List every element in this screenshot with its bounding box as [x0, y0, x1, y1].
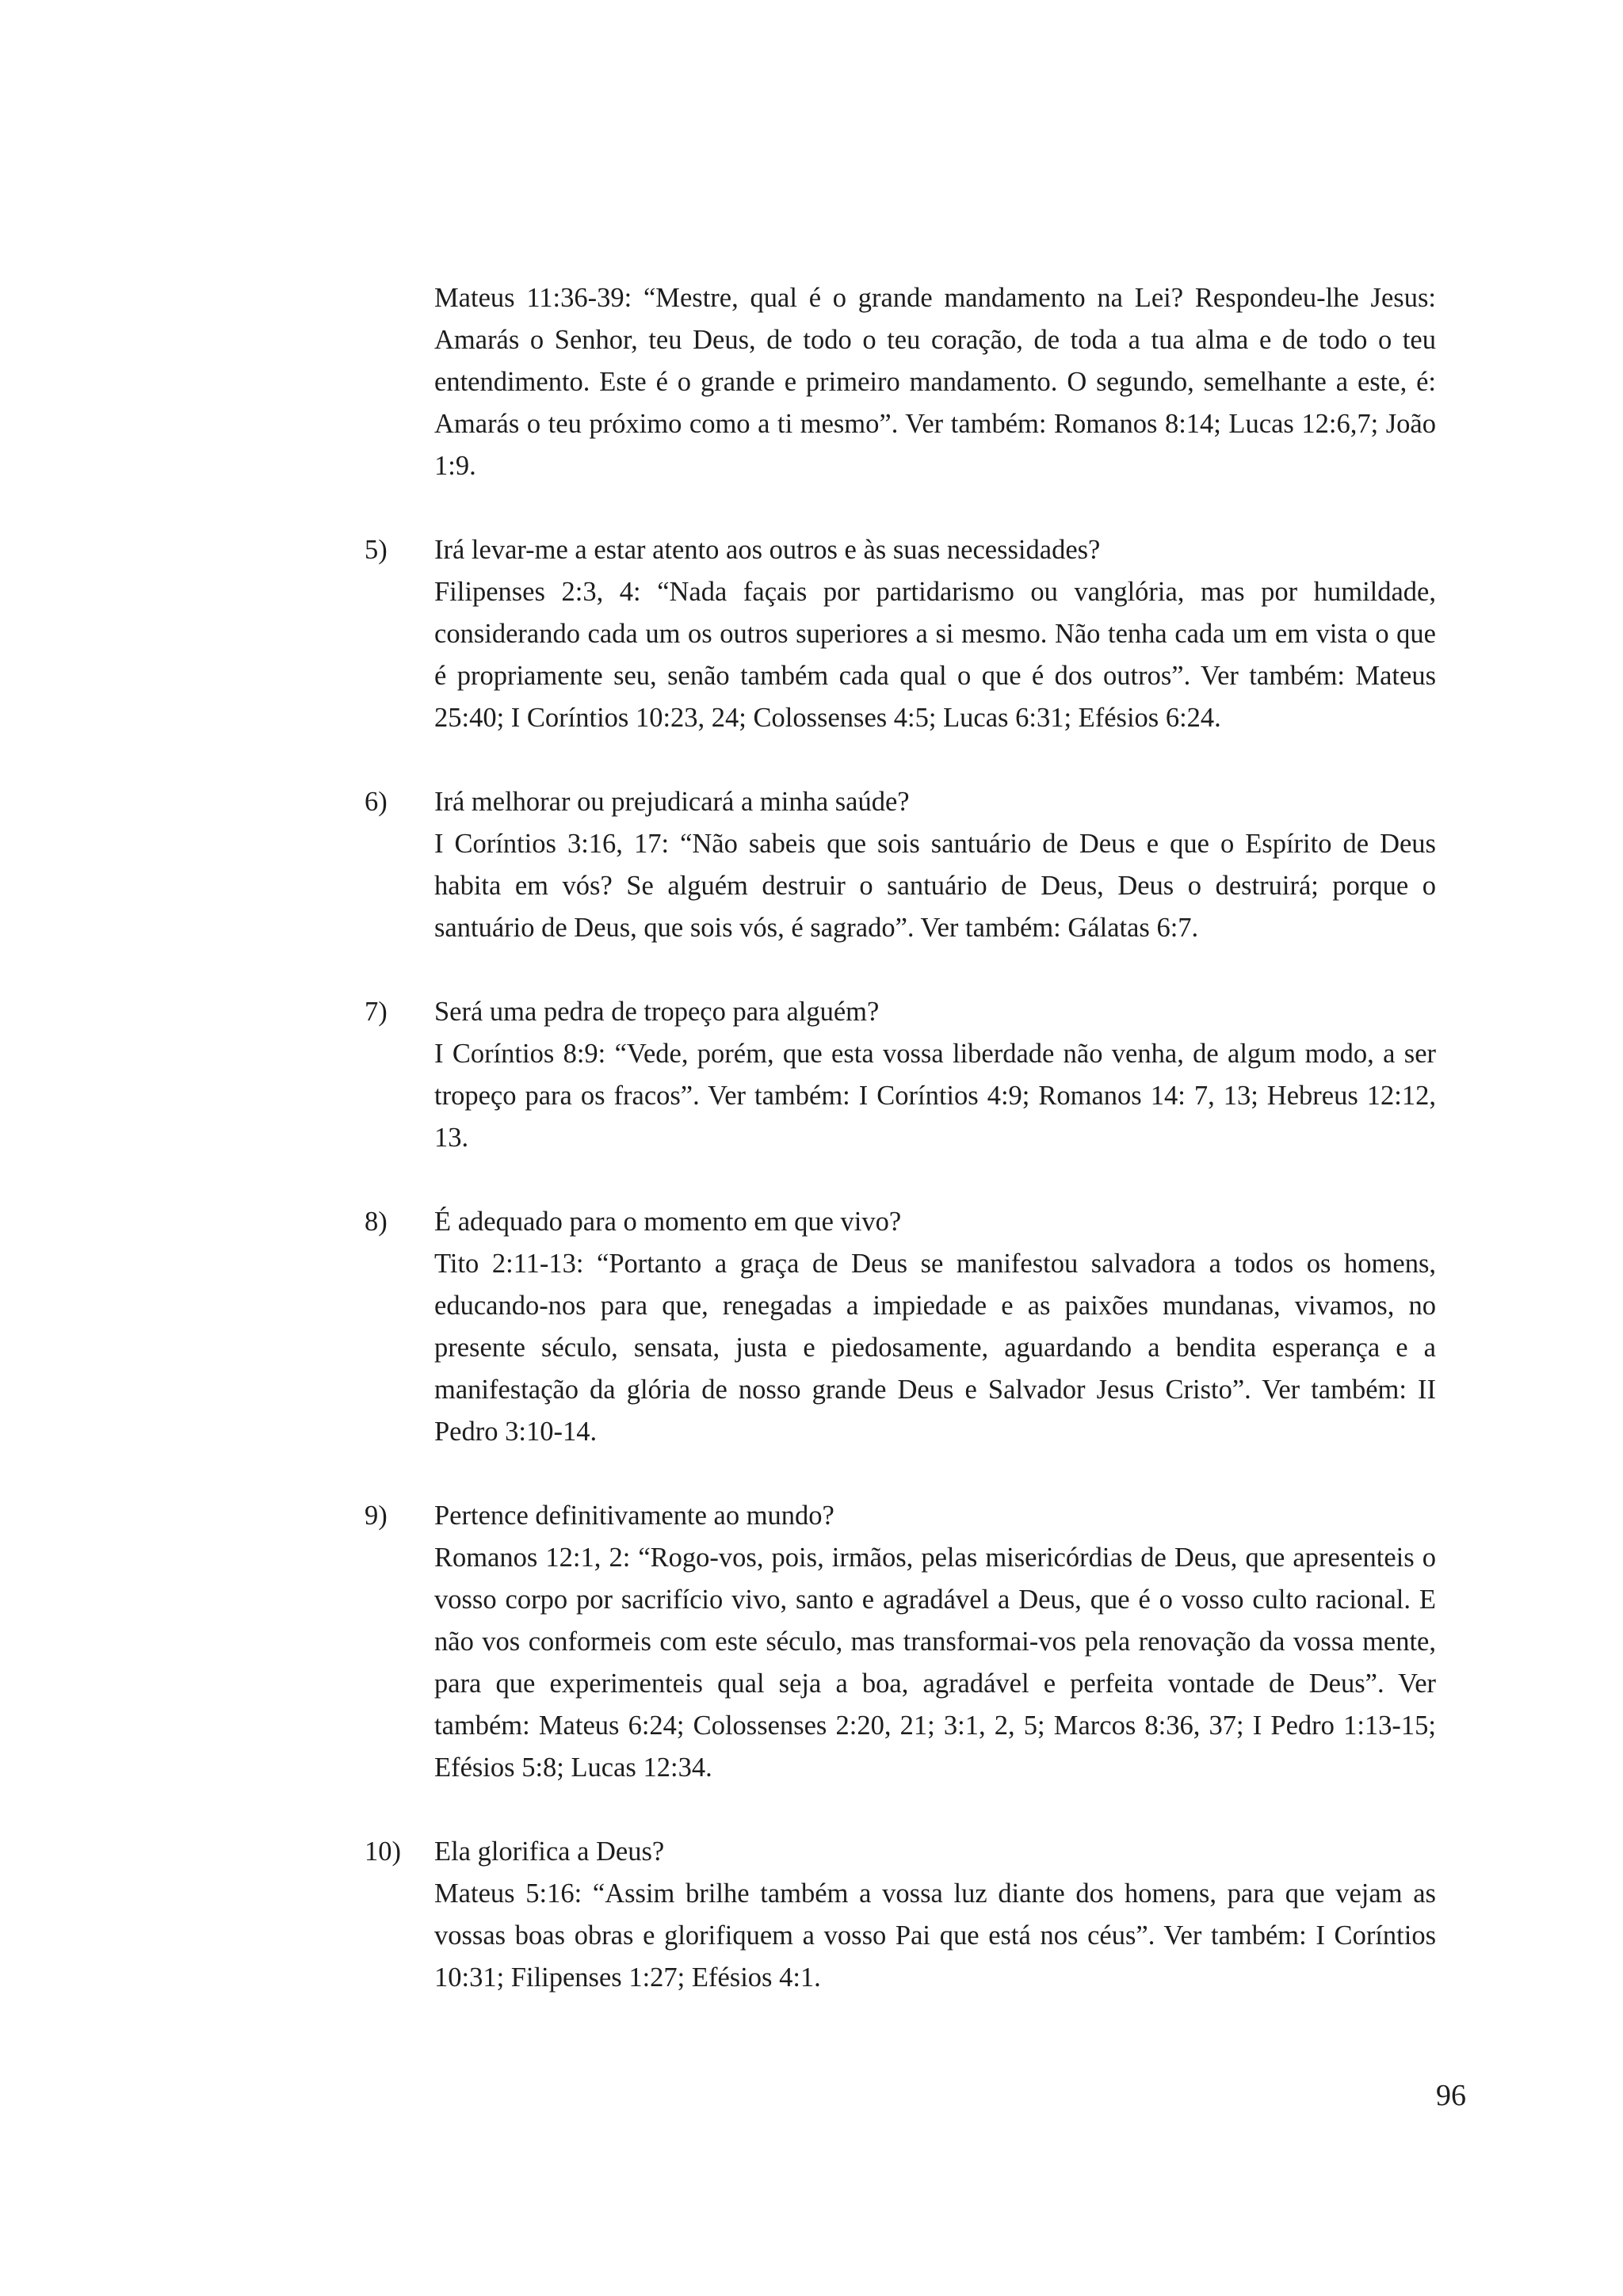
- item-number: 9): [365, 1501, 388, 1531]
- item-text: Filipenses 2:3, 4: “Nada façais por partidarismo ou vanglória, mas por humildade, considerando cada um os outros superiores a si mesmo. Não tenha cada um em vista o que é propriamente seu, senão também cada qual o que é dos outros”. Ver também: Mateus 25:40; I Coríntios 10:23, 24; Colossenses 4:5; Lucas 6:31; Efésios 6:24.: [434, 577, 1436, 733]
- item-number: 8): [365, 1207, 388, 1237]
- item-number: 5): [365, 535, 388, 565]
- item-text: Mateus 5:16: “Assim brilhe também a vossa luz diante dos homens, para que vejam as vossas boas obras e glorifiquem a vosso Pai que está nos céus”. Ver também: I Coríntios 10:31; Filipenses 1:27; Efésios 4:1.: [434, 1878, 1436, 1993]
- item-question: Será uma pedra de tropeço para alguém?: [434, 997, 880, 1027]
- list-item-7: [365, 991, 1436, 1159]
- item-question: Pertence definitivamente ao mundo?: [434, 1501, 834, 1531]
- item-number: 7): [365, 997, 388, 1027]
- list-item-8: [365, 1201, 1436, 1453]
- item-text: Tito 2:11-13: “Portanto a graça de Deus se manifestou salvadora a todos os homens, educando-nos para que, renegadas a impiedade e as paixões mundanas, vivamos, no presente século, sensata, justa e piedosamente, aguardando a bendita esperança e a manifestação da glória de nosso grande Deus e Salvador Jesus Cristo”. Ver também: II Pedro 3:10-14.: [434, 1249, 1436, 1447]
- list-item-10: [365, 1831, 1436, 1999]
- item-question: É adequado para o momento em que vivo?: [434, 1207, 902, 1237]
- intro-paragraph: Mateus 11:36-39: “Mestre, qual é o grande mandamento na Lei? Respondeu-lhe Jesus: Amarás o Senhor, teu Deus, de todo o teu coração, de toda a tua alma e de todo o teu entendimento. Este é o grande e primeiro mandamento. O segundo, semelhante a este, é: Amarás o teu próximo como a ti mesmo”. Ver também: Romanos 8:14; Lucas 12:6,7; João 1:9.: [434, 283, 1436, 481]
- item-question: Irá levar-me a estar atento aos outros e às suas necessidades?: [434, 535, 1101, 565]
- list-item-6: [365, 781, 1436, 949]
- item-question: Ela glorifica a Deus?: [434, 1836, 665, 1867]
- item-number: 6): [365, 787, 388, 817]
- list-item-5: [365, 529, 1436, 739]
- item-text: I Coríntios 3:16, 17: “Não sabeis que sois santuário de Deus e que o Espírito de Deus habita em vós? Se alguém destruir o santuário de Deus, Deus o destruirá; porque o santuário de Deus, que sois vós, é sagrado”. Ver também: Gálatas 6:7.: [434, 829, 1436, 943]
- item-text: Romanos 12:1, 2: “Rogo-vos, pois, irmãos, pelas misericórdias de Deus, que apresenteis o vosso corpo por sacrifício vivo, santo e agradável a Deus, que é o vosso culto racional. E não vos conformeis com este século, mas transformai-vos pela renovação da vossa mente, para que experimenteis qual seja a boa, agradável e perfeita vontade de Deus”. Ver também: Mateus 6:24; Colossenses 2:20, 21; 3:1, 2, 5; Marcos 8:36, 37; I Pedro 1:13-15; Efésios 5:8; Lucas 12:34.: [434, 1543, 1436, 1783]
- list-item-9: [365, 1495, 1436, 1789]
- item-question: Irá melhorar ou prejudicará a minha saúde?: [434, 787, 910, 817]
- page-content: [365, 277, 1436, 2041]
- item-text: I Coríntios 8:9: “Vede, porém, que esta vossa liberdade não venha, de algum modo, a ser tropeço para os fracos”. Ver também: I Coríntios 4:9; Romanos 14: 7, 13; Hebreus 12:12, 13.: [434, 1039, 1436, 1153]
- item-number: 10): [365, 1836, 401, 1867]
- page-number: 96: [1436, 2079, 1466, 2112]
